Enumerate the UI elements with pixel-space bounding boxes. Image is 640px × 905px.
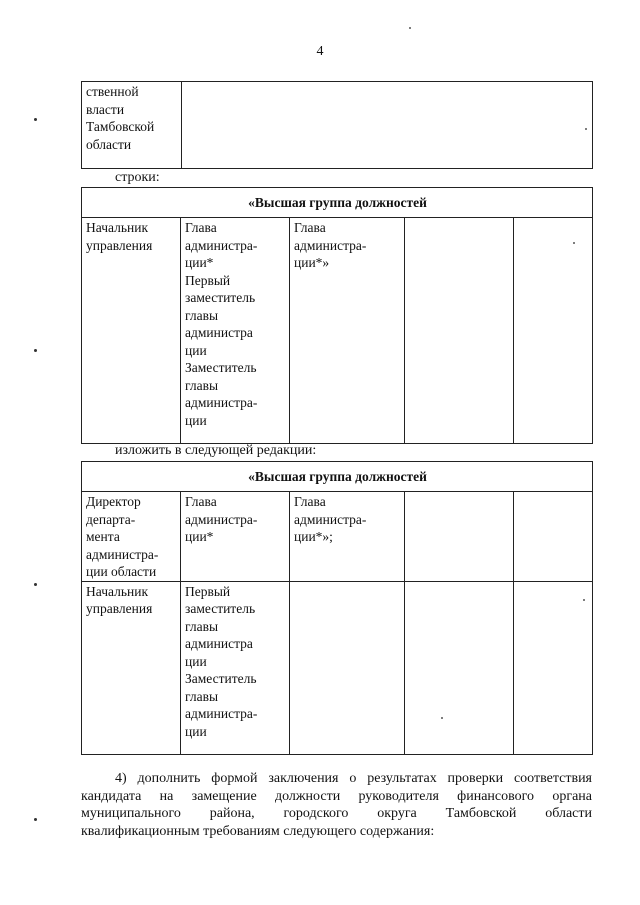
table-cell: Глава администра- ции* [181,492,290,582]
scan-speck [583,599,585,601]
table-cell-empty [405,581,514,754]
table-header: «Высшая группа должностей [82,188,593,218]
table-cell: Глава администра- ции*» [290,218,405,444]
table-cell: Глава администра- ции*»; [290,492,405,582]
table-cell: Начальник управления [82,581,181,754]
table-cell-empty [405,492,514,582]
scan-speck [441,717,443,719]
scan-speck [585,128,587,130]
label-lines: строки: [115,170,160,185]
table-cell-empty [514,492,593,582]
table-continuation [81,81,593,169]
paragraph-line: кандидата на замещение должности руководителя финансового органа [81,788,592,804]
table-cell-empty [514,218,593,444]
table-header: «Высшая группа должностей [82,462,593,492]
table-cell: Начальник управления [82,218,181,444]
paragraph-amendment [81,770,592,840]
table-cell-empty [290,581,405,754]
scan-mark [34,818,37,821]
label-edit: изложить в следующей редакции: [115,443,317,458]
table-cell-empty [405,218,514,444]
table-cell-empty [514,581,593,754]
scan-speck [409,27,411,29]
paragraph-line: 4) дополнить формой заключения о результатах проверки соответствия [115,771,592,786]
table-cell: Первый заместитель главы администра ции Заместитель главы администра- ции [181,581,290,754]
table-cell-empty [182,82,593,169]
scan-mark [34,583,37,586]
scan-mark [34,118,37,121]
paragraph-line: муниципального района, городского округа Тамбовской области [81,806,592,821]
page-number: 4 [316,44,324,59]
scan-mark [34,349,37,352]
table-cell: ственной власти Тамбовской области [82,82,182,169]
table-new-version [81,461,593,755]
table-cell: Директор департа- мента администра- ции области [82,492,181,582]
table-old-version [81,187,593,444]
scan-speck [573,242,575,244]
paragraph-line: квалификационным требованиям следующего содержания: [81,823,435,839]
table-cell: Глава администра- ции* Первый заместитель главы администра ции Заместитель главы администра- ции [181,218,290,444]
